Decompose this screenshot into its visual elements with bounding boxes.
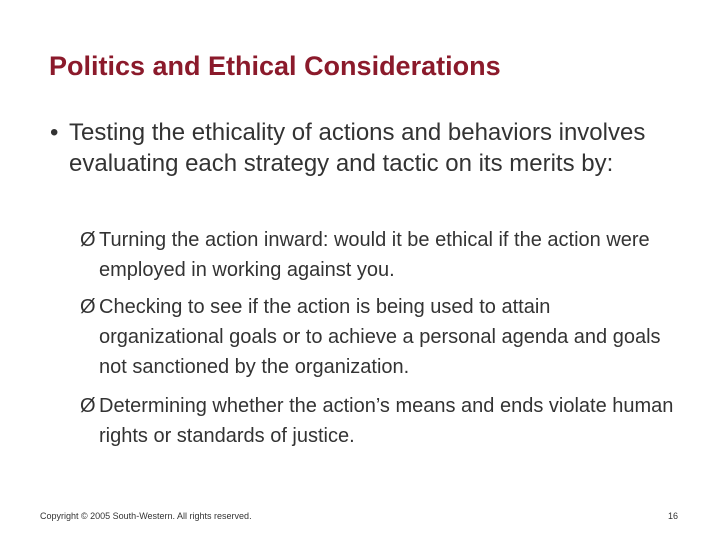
footer-copyright: Copyright © 2005 South-Western. All rights reserved. (40, 511, 252, 521)
main-bullet (50, 117, 670, 179)
main-bullet-text: Testing the ethicality of actions and behaviors involves evaluating each strategy and tactic on its merits by: (69, 119, 646, 177)
sub-bullet-3 (80, 391, 680, 451)
arrow-bullet-icon: Ø (80, 229, 96, 251)
sub-bullet-text: Turning the action inward: would it be ethical if the action were employed in working against you. (99, 229, 650, 281)
sub-bullet-1 (80, 225, 680, 285)
sub-bullet-2 (80, 292, 680, 382)
slide-title: Politics and Ethical Considerations (49, 51, 501, 81)
arrow-bullet-icon: Ø (80, 395, 96, 417)
sub-bullet-text: Determining whether the action’s means and ends violate human rights or standards of justice. (99, 395, 674, 447)
sub-bullet-text: Checking to see if the action is being used to attain organizational goals or to achieve a personal agenda and goals not sanctioned by the organization. (99, 296, 661, 378)
arrow-bullet-icon: Ø (80, 296, 96, 318)
bullet-dot-icon: • (50, 119, 59, 146)
page-number: 16 (667, 511, 678, 521)
